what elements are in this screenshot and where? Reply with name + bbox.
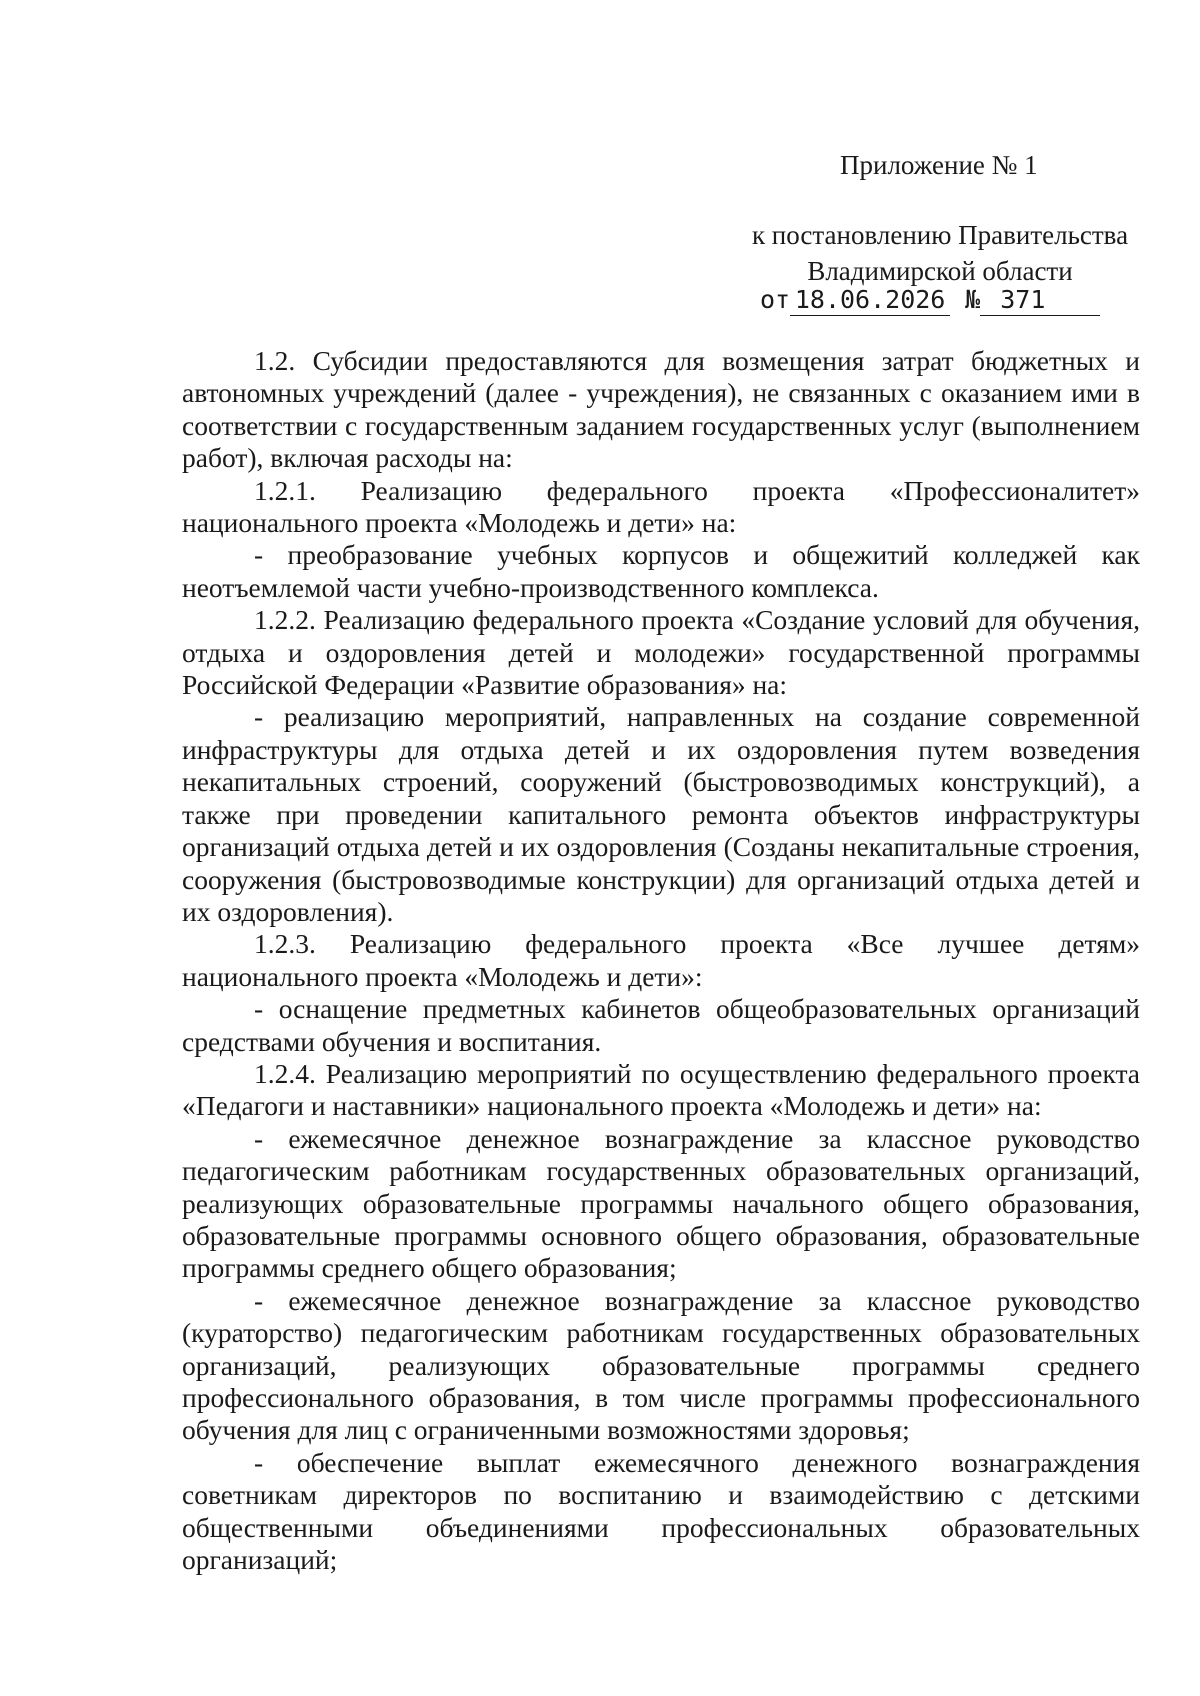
document-body [182, 345, 1140, 1576]
appendix-title: Приложение № 1 [840, 150, 1038, 180]
date-prefix: от [760, 285, 791, 314]
paragraph-1-2-2: 1.2.2. Реализацию федерального проекта «Создание условий для обучения, отдыха и оздоровления детей и молодежи» государственной программы Российской Федерации «Развитие образования» на: [182, 604, 1140, 701]
list-item-classrooms: - оснащение предметных кабинетов общеобразовательных организаций средствами обучения и воспитания. [182, 993, 1140, 1057]
decree-date-number [760, 282, 1100, 318]
decree-line-1: к постановлению Правительства [751, 220, 1129, 250]
decree-reference [740, 217, 1140, 289]
paragraph-1-2-1: 1.2.1. Реализацию федерального проекта «Профессионалитет» национального проекта «Молодежь и дети» на: [182, 474, 1140, 539]
decree-line-2: Владимирской области [807, 256, 1073, 286]
list-item-class-guidance: - ежемесячное денежное вознаграждение за классное руководство педагогическим работникам государственных образовательных организаций, реализующих образовательные программы начального общего образования, образовательные программы основного общего образования, образовательные программы среднего общего образования; [182, 1122, 1140, 1284]
list-item-advisors: - обеспечение выплат ежемесячного денежного вознаграждения советникам директоров по воспитанию и взаимодействию с детскими общественными объединениями профессиональных образовательных организаций; [182, 1446, 1140, 1576]
paragraph-1-2-3: 1.2.3. Реализацию федерального проекта «Все лучшее детям» национального проекта «Молодежь и дети»: [182, 928, 1140, 992]
number-sign: № [965, 285, 981, 314]
decree-number: 371 [980, 285, 1100, 316]
list-item-curatorship: - ежемесячное денежное вознаграждение за классное руководство (кураторство) педагогическим работникам государственных образовательных организаций, реализующих образовательные программы среднего профессионального образования, в том числе программы профессионального обучения для лиц с ограниченными возможностями здоровья; [182, 1284, 1140, 1446]
decree-date: 18.06.2026 [790, 285, 950, 316]
paragraph-1-2: 1.2. Субсидии предоставляются для возмещения затрат бюджетных и автономных учреждений (далее - учреждения), не связанных с оказанием ими в соответствии с государственным заданием государственных услуг (выполнением работ), включая расходы на: [182, 345, 1140, 474]
list-item-colleges: - преобразование учебных корпусов и общежитий колледжей как неотъемлемой части учебно-производственного комплекса. [182, 539, 1140, 603]
paragraph-1-2-4: 1.2.4. Реализацию мероприятий по осуществлению федерального проекта «Педагоги и наставники» национального проекта «Молодежь и дети» на: [182, 1057, 1140, 1122]
list-item-infrastructure: - реализацию мероприятий, направленных на создание современной инфраструктуры для отдыха детей и их оздоровления путем возведения некапитальных строений, сооружений (быстровозводимых конструкций), а также при проведении капитального ремонта объектов инфраструктуры организаций отдыха детей и их оздоровления (Созданы некапитальные строения, сооружения (быстровозводимые конструкции) для организаций отдыха детей и их оздоровления). [182, 701, 1140, 927]
